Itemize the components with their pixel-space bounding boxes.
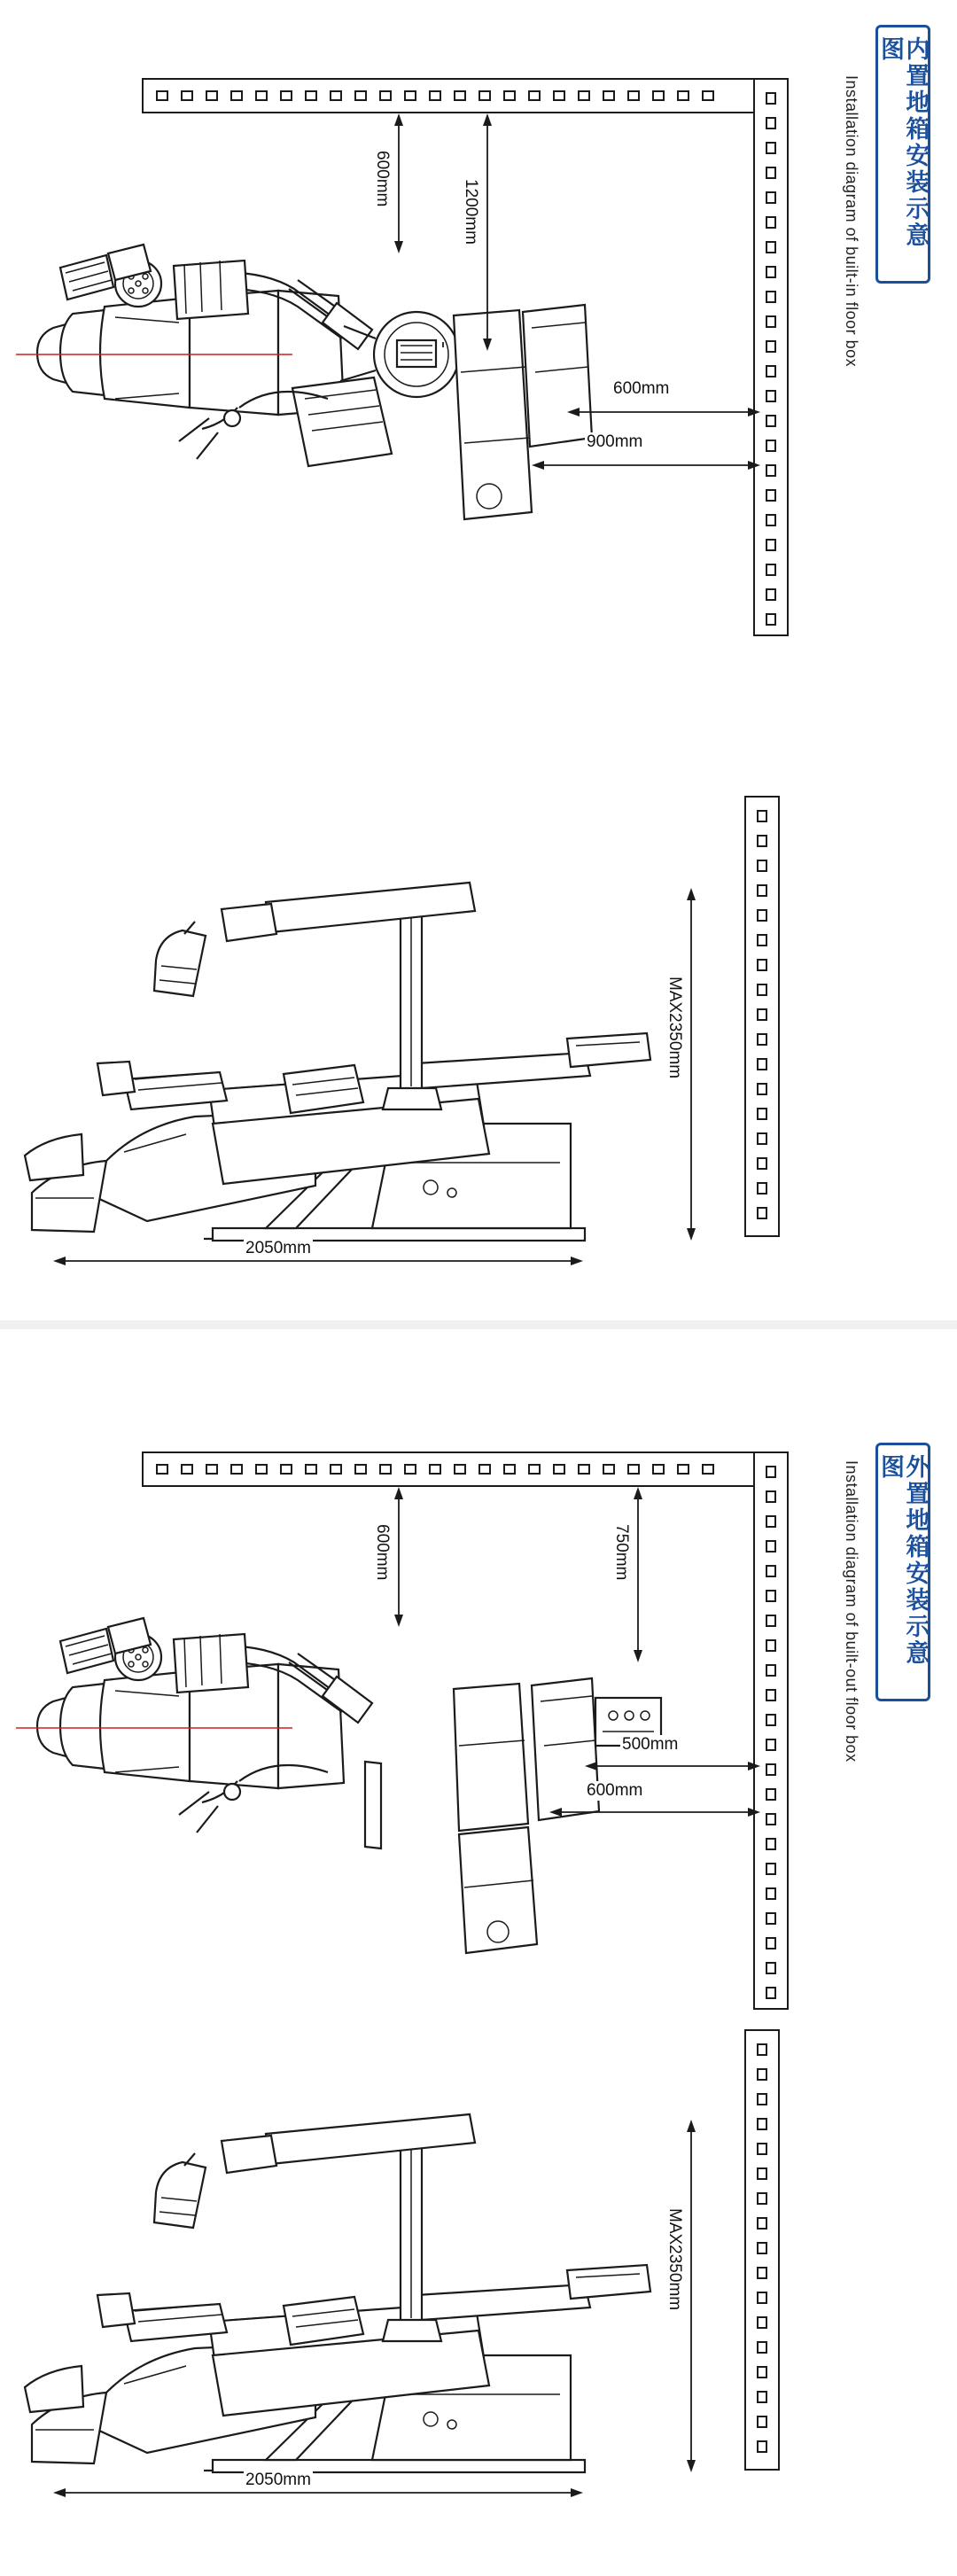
wall-brick: [429, 1464, 441, 1475]
dim-label-600mm-h2: 600mm: [587, 1781, 643, 1800]
wall-brick: [354, 90, 367, 101]
dim-label-600mm-h1: 600mm: [613, 379, 670, 398]
dim-2050mm-built-in: [53, 1248, 585, 1274]
dim-label-600mm-v2: 600mm: [373, 1524, 392, 1581]
wall-brick: [766, 92, 776, 105]
dim-label-1200mm: 1200mm: [462, 179, 480, 245]
wall-brick: [330, 1464, 342, 1475]
top-view-drawing-built-out: [0, 1480, 957, 2012]
wall-brick: [677, 1464, 689, 1475]
wall-brick: [766, 1466, 776, 1478]
dim-900mm-horizontal-built-in: [532, 452, 762, 479]
wall-brick: [429, 90, 441, 101]
caption-built-out: Installation diagram of built-out floor box: [843, 1460, 860, 1763]
wall-brick: [305, 1464, 317, 1475]
wall-brick: [528, 1464, 541, 1475]
dim-500mm-horizontal-built-out: [585, 1753, 762, 1779]
wall-brick: [652, 1464, 665, 1475]
wall-brick: [652, 90, 665, 101]
wall-brick: [553, 90, 565, 101]
caption-built-in: Installation diagram of built-in floor box: [843, 75, 860, 368]
wall-brick: [627, 90, 640, 101]
wall-brick: [503, 1464, 516, 1475]
dim-600mm-horizontal-built-out: [549, 1799, 762, 1825]
dim-label-750mm: 750mm: [612, 1524, 631, 1581]
wall-brick: [379, 1464, 392, 1475]
side-view-drawing-built-in: [0, 709, 957, 1294]
wall-brick: [454, 90, 466, 101]
wall-brick: [478, 1464, 491, 1475]
dim-label-500mm: 500mm: [622, 1735, 679, 1754]
badge-built-out: 外置地箱安装示意图: [875, 1443, 930, 1701]
dim-2050mm-built-out: [53, 2479, 585, 2506]
wall-brick: [181, 90, 193, 101]
wall-brick: [230, 90, 243, 101]
wall-brick: [627, 1464, 640, 1475]
wall-brick: [255, 90, 268, 101]
wall-brick: [330, 90, 342, 101]
wall-brick: [206, 1464, 218, 1475]
dim-label-2050mm-2: 2050mm: [245, 2471, 311, 2489]
wall-brick: [603, 1464, 615, 1475]
wall-brick: [578, 90, 590, 101]
section-divider: [0, 1320, 957, 1329]
wall-brick: [603, 90, 615, 101]
dim-label-2050mm-1: 2050mm: [245, 1239, 311, 1257]
wall-brick: [354, 1464, 367, 1475]
wall-brick: [156, 1464, 168, 1475]
wall-brick: [255, 1464, 268, 1475]
dim-label-600mm-v1: 600mm: [373, 151, 392, 207]
wall-brick: [702, 1464, 714, 1475]
wall-brick: [156, 90, 168, 101]
wall-brick: [206, 90, 218, 101]
dim-label-max2350mm-2: MAX2350mm: [665, 2208, 684, 2311]
dim-label-900mm: 900mm: [587, 432, 643, 451]
wall-brick: [503, 90, 516, 101]
badge-built-in: 内置地箱安装示意图: [875, 25, 930, 284]
wall-brick: [379, 90, 392, 101]
dim-label-max2350mm-1: MAX2350mm: [665, 977, 684, 1079]
section-built-out: [0, 1329, 957, 2576]
wall-brick: [454, 1464, 466, 1475]
wall-brick: [404, 90, 416, 101]
wall-brick: [280, 1464, 292, 1475]
wall-brick: [305, 90, 317, 101]
wall-brick: [578, 1464, 590, 1475]
wall-brick: [404, 1464, 416, 1475]
wall-brick: [677, 90, 689, 101]
dim-600mm-horizontal-built-in: [567, 399, 762, 425]
wall-brick: [478, 90, 491, 101]
wall-brick: [280, 90, 292, 101]
wall-brick: [181, 1464, 193, 1475]
side-view-drawing-built-out: [0, 1941, 957, 2525]
wall-brick: [553, 1464, 565, 1475]
wall-brick: [702, 90, 714, 101]
wall-brick: [230, 1464, 243, 1475]
wall-brick: [528, 90, 541, 101]
